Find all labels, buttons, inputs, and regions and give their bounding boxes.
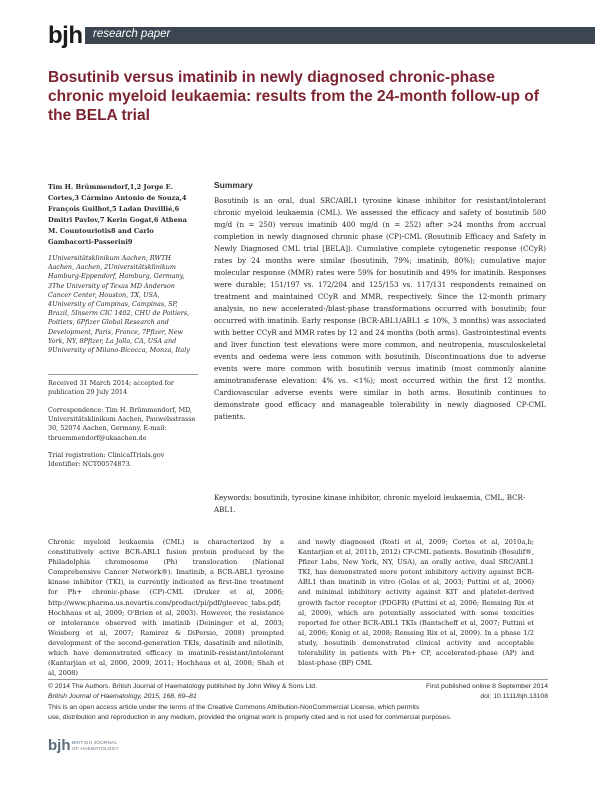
received-dates: Received 31 March 2014; accepted for publication 29 July 2014 (48, 379, 174, 397)
correspondence: Correspondence: Tim H. Brümmendorf, MD, Universitätsklinikum Aachen, Pauwelsstrasse 30, 52074 Aachen, Germany. E-mail: tbruemmendorf@ukaachen.de (48, 406, 196, 442)
sidebar-divider (48, 374, 198, 375)
journal-logo: bjh (48, 22, 83, 49)
journal-citation: British Journal of Haematology, 2015, 168, 69–81 (48, 693, 197, 700)
copyright-line: © 2014 The Authors. British Journal of Haematology published by John Wiley & Sons Ltd. (48, 683, 317, 690)
footer-journal-name-2: OF HAEMATOLOGY (72, 746, 119, 751)
doi[interactable]: doi: 10.1111/bjh.13108 (480, 693, 548, 700)
license-line-1: This is an open access article under the terms of the Creative Commons Attribution-NonCommercial License, which permits (48, 704, 420, 711)
affiliations: 1Universitätsklinikum Aachen, RWTH Aachen, Aachen, 2Universitätsklinikum Hamburg-Eppendorf, Hamburg, Germany, 3The University of Texas MD Anderson Cancer Center, Houston, TX, USA, 4University of Campinas, Campinas, SP, Brazil, 5Inserm CIC 1402, CHU de Poitiers, Poitiers, 6Pfizer Global Research and Development, Paris, France, 7Pfizer, New York, NY, 8Pfizer, La Jolla, CA, USA and 9University of Milano-Bicocca, Monza, Italy (48, 254, 190, 355)
trial-registration: Trial registration: ClinicalTrials.gov Identifier: NCT00574873. (48, 451, 165, 469)
summary-text: Bosutinib is an oral, dual SRC/ABL1 tyrosine kinase inhibitor for resistant/intolerant chronic myeloid leukaemia (CML). We assessed the efficacy and safety of bosutinib 500 mg/d (n = 250) versus imatinib 400 mg/d (n = 252) after >24 months from accrual completion in newly diagnosed chronic phase (CP)-CML (Bosutinib Efficacy and Safety in Newly Diagnosed CML trial [BELA]). Cumulative complete cytogenetic response (CCyR) rates by 24 months were similar (bosutinib, 79%; imatinib, 80%); cumulative major molecular response (MMR) rates were 59% for bosutinib and 49% for imatinib. Responses were durable; 151/197 vs. 172/204 and 125/153 vs. 117/131 respondents remained on treatment and maintained CCyR and MMR, respectively. Since the 12-month primary analysis, no new accelerated-/blast-phase transformations occurred with bosutinib; four occurred with imatinib. Early response (BCR-ABL1/ABL1 ≤ 10%, 3 months) was associated with better CCyR and MMR rates by 12 and 24 months (both arms). Gastrointestinal events and liver function test elevations were more common, and neutropenia, musculoskeletal events and oedema were less common with bosutinib. Discontinuations due to adverse events were more common with bosutinib versus imatinib (most commonly alanine aminotransferase elevation: 4% vs. <1%); most occurred within the first 12 months. Cardiovascular adverse events were similar in both arms. Bosutinib continues to demonstrate good efficacy and manageable tolerability in newly diagnosed CP-CML patients. (214, 196, 546, 421)
body-column-right: and newly diagnosed (Rosti et al, 2009; Cortes et al, 2010a,b; Kantarjian et al, 2011b, 2012) CP-CML patients. Bosutinib (Bosulif®, Pfizer Labs, New York, NY, USA), an orally active, dual SRC/ABL1 TKI, has demonstrated more potent inhibitory activity against BCR-ABL1 than imatinib in vitro (Golas et al, 2003; Puttini et al, 2006) and minimal inhibitory activity against KIT and platelet-derived growth factor receptor (PDGFR) (Puttini et al, 2006; Remsing Rix et al, 2009), which are potentially associated with some toxicities reported for other BCR-ABL1 TKIs (Bantscheff et al, 2007; Puttini et al, 2006; Konig et al, 2008; Remsing Rix et al, 2009). In a phase 1/2 study, bosutinib demonstrated clinical activity and acceptable tolerability in patients with Ph+ CP, accelerated-phase (AP) and blast-phase (BP) CML (298, 538, 534, 668)
section-label: research paper (93, 28, 171, 40)
author-list: Tim H. Brümmendorf,1,2 Jorge E. Cortes,3 Cármino Antonio de Souza,4 François Guilhot,5 Ladan Duvillié,6 Dmitri Pavlov,7 Kerin Gogat,6 Athena M. Countouriotis8 and Carlo Gambacorti-Passerini9 (48, 183, 187, 246)
license-line-2: use, distribution and reproduction in any medium, provided the original work is properly cited and is not used for commercial purposes. (48, 714, 452, 721)
summary-heading: Summary (214, 180, 253, 190)
published-date: First published online 8 September 2014 (425, 683, 548, 690)
footer-logo: bjh (48, 737, 71, 754)
footer-journal-name-1: BRITISH JOURNAL (72, 740, 118, 745)
body-column-left: Chronic myeloid leukaemia (CML) is characterized by a constitutively active BCR-ABL1 fusion protein produced by the Philadelphia chromosome (Ph) translocation (National Comprehensive Cancer Network®). Imatinib, a BCR-ABL1 tyrosine kinase inhibitor (TKI), is currently indicated as first-line treatment for Ph+ chronic-phase (CP)-CML (Druker et al, 2006; http://www.pharma.us.novartis.com/product/pi/pdf/gleevec_tabs.pdf; Hochhaus et al, 2009; O'Brien et al, 2003). However, the resistance or intolerance observed with imatinib (Deininger et al, 2003; Weisberg et al, 2007; Ramirez & DiPersio, 2008) prompted development of the second-generation TKIs, dasatinib and nilotinib, which have demonstrated efficacy in imatinib-resistant/intolerant (Kantarjian et al, 2006, 2009, 2011; Hochhaus et al, 2008; Shah et al, 2008) (48, 538, 284, 678)
article-title: Bosutinib versus imatinib in newly diagnosed chronic-phase chronic myeloid leukaemia: results from the 24-month follow-up of the BELA trial (48, 69, 539, 124)
keywords: Keywords: bosutinib, tyrosine kinase inhibitor, chronic myeloid leukaemia, CML, BCR-ABL1. (214, 493, 526, 514)
footer-divider (48, 679, 548, 680)
